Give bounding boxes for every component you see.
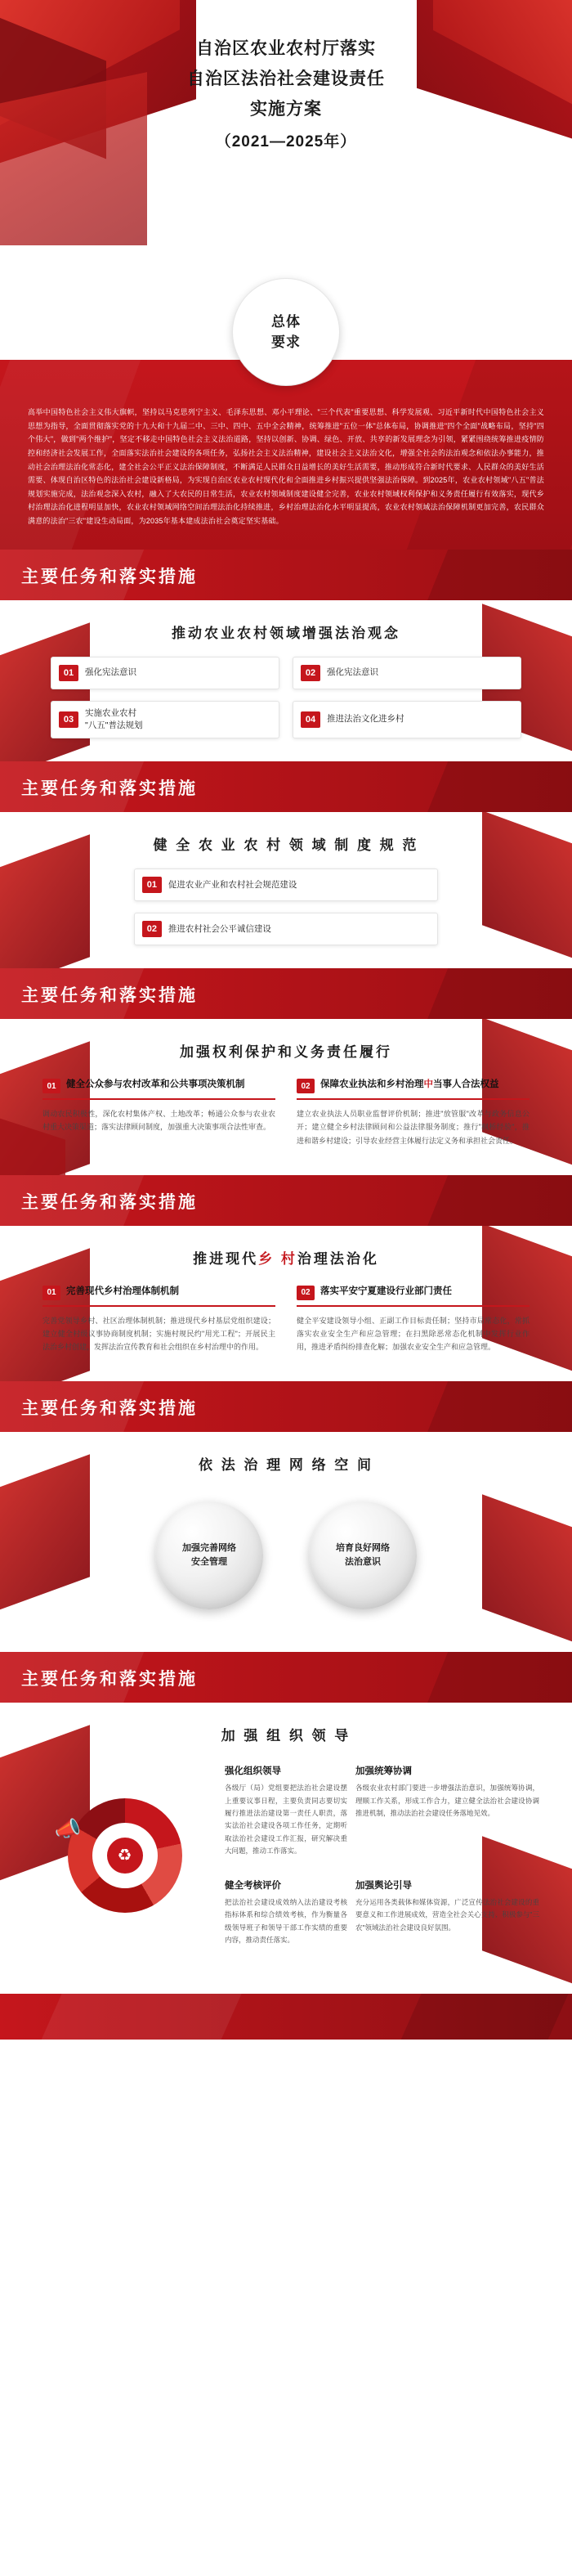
task-number: 02	[297, 1286, 315, 1300]
section-title-4-mark: 乡 村	[258, 1250, 297, 1267]
title-line-1: 自治区农业农村厅落实	[196, 39, 376, 58]
task-number: 03	[59, 711, 78, 728]
task-heading: 完善现代乡村治理体制机制	[66, 1286, 179, 1296]
leadership-heading: 加强舆论引导	[355, 1881, 412, 1892]
leadership-grid	[0, 1759, 572, 1979]
overall-requirement-text: 高举中国特色社会主义伟大旗帜，坚持以马克思列宁主义、毛泽东思想、邓小平理论、"三个代表"重要思想、科学发展观、习近平新时代中国特色社会主义思想为指导，全面贯彻落实党的十九大和十九届二中、三中、四中、五中全会精神，统筹推进"五位一体"总体布局，协调推进"四个全面"战略布局，坚持"四个伟大"，做到"两个维护"，坚定不移走中国特色社会主义法治道路，坚持以创新、协调、绿色、开放、共享的新发展理念为引领，紧紧围绕统筹推进疫情防控和经济社会发展工作，全面落实法治社会建设的各项任务，弘扬社会主义法治精神，建设社会主义法治文化，增强全社会的法治观念和依法办事能力，推动社会治理法治化常态化，建全社会公平正义法治保障制度，不断满足人民群众日益增长的美好生活需要，推动形成符合新时代要求、人民群众的美好生活需要、体现自治区特色的法治社会建设新格局，为实现自治区农业农村现代化和全面推进乡村振兴提供坚强法治保障。到2025年，农业农村领域"八五"普法规划实施完成，法治观念深入农村，融入了大农民的日常生活，农业农村领域制度建设健全完善，农业农村领域权利保护和义务责任履行有效落实，现代乡村治理法治化进程明显加快，农业农村领域网络空间治理法治化持续推进，乡村治理法治化水平明显提高，农业农村领域法治保障机制更加完善，农民群众满意的法治"三农"建设生动局面，为2035年基本建成法治社会奠定坚实基础。	[28, 408, 544, 526]
title-line-2: 自治区法治社会建设责任	[187, 69, 385, 88]
task-number: 01	[42, 1286, 60, 1300]
sphere-row	[0, 1488, 572, 1637]
section-header-4-label: 主要任务和落实措施	[21, 1192, 198, 1212]
leadership-heading: 强化组织领导	[225, 1766, 281, 1777]
section-body-4	[0, 1226, 572, 1382]
section-header-1-label: 主要任务和落实措施	[21, 567, 198, 586]
page-subtitle: （2021—2025年）	[215, 133, 357, 151]
leadership-item	[355, 1764, 539, 1857]
task-label: 推进农村社会公平诚信建设	[168, 923, 271, 934]
task-heading: 健全公众参与农村改革和公共事项决策机制	[66, 1079, 245, 1090]
task-number: 01	[42, 1079, 60, 1093]
task-heading: 落实平安宁夏建设行业部门责任	[320, 1286, 452, 1296]
task-pill-grid-2	[0, 868, 572, 954]
task-item[interactable]	[293, 657, 521, 689]
leadership-body: 各级厅（局）党组要把法治社会建设摆上重要议事日程，主要负责同志要切实履行推进法治建设第一责任人职责，落实法治社会建设各项工作任务，定期听取法治社会建设工作汇报，研究解决重大问题，推动工作落实。	[225, 1784, 347, 1855]
task-column-wrap-3	[0, 1075, 572, 1160]
task-body: 建立农业执法人员职业监督评价机制；推进"放管服"改革与政务信息公开；建立健全乡村法律顾问和公益法律服务制度；推行"枫桥经验"，推进和谐乡村建设；引导农业经营主体履行法定义务和承担社会责任。	[297, 1110, 530, 1145]
task-column	[297, 1286, 530, 1354]
task-item[interactable]	[134, 868, 438, 901]
hero-banner	[0, 0, 572, 245]
section-body-3	[0, 1019, 572, 1175]
task-label: 强化宪法意识	[85, 667, 136, 678]
task-column	[42, 1286, 275, 1354]
leadership-body: 各级农业农村部门要进一步增强法治意识，加强统筹协调，理顺工作关系，形成工作合力，建立健全法治社会建设协调推进机制，推动法治社会建设任务落地见效。	[355, 1784, 539, 1817]
task-column	[297, 1079, 530, 1147]
task-column-head	[42, 1079, 275, 1100]
task-number: 02	[297, 1079, 315, 1093]
task-column-wrap-4	[0, 1282, 572, 1367]
overall-requirement-header	[0, 245, 572, 360]
section-title-4-pre: 推进现代	[193, 1250, 259, 1267]
overall-requirement-circle	[232, 278, 340, 386]
task-column	[42, 1079, 275, 1147]
section-title-5: 依 法 治 理 网 络 空 间	[198, 1457, 374, 1474]
task-body: 健全平安建设领导小组、正副工作目标责任制；坚持市局常态化，常抓落实农业安全生产和应急管理；在扫黑除恶常态化机制中发挥行业作用，推进矛盾纠纷排查化解；加强农业安全生产和应急管理。	[297, 1316, 530, 1352]
section-header-3	[0, 968, 572, 1019]
leadership-body: 充分运用各类载体和媒体资源，广泛宣传法治社会建设的重要意义和工作进展成效，营造全社会关心支持、积极参与"三农"领域法治社会建设良好氛围。	[355, 1898, 539, 1932]
task-item[interactable]	[293, 701, 521, 738]
megaphone-icon: 📣	[54, 1815, 81, 1841]
task-column-head	[297, 1079, 530, 1100]
section-header-2	[0, 761, 572, 812]
task-number: 04	[301, 711, 320, 728]
section-body-6	[0, 1703, 572, 1994]
task-label: 促进农业产业和农村社会规范建设	[168, 879, 297, 890]
task-heading-mark: 中	[423, 1079, 433, 1090]
section-body-1	[0, 600, 572, 761]
task-heading	[320, 1079, 499, 1092]
leadership-item	[355, 1878, 539, 1946]
page-title	[0, 0, 572, 124]
task-body: 完善党领导乡村、社区治理体制机制；推进现代乡村基层党组织建设；建立健全村级议事协商制度机制；实施村规民约"用光工程"；开展民主法治乡村创建，发挥法治宣传教育和社会组织在乡村治理中的作用。	[42, 1316, 275, 1352]
task-label: 推进法治文化进乡村	[327, 714, 404, 725]
overall-circle-line-2: 要求	[271, 334, 301, 350]
section-header-6-label: 主要任务和落实措施	[21, 1670, 198, 1690]
sphere-line-1: 加强完善网络	[182, 1542, 236, 1553]
leadership-heading: 健全考核评价	[225, 1881, 281, 1892]
task-label: 强化宪法意识	[327, 667, 378, 678]
task-column-head	[42, 1286, 275, 1307]
task-item[interactable]	[134, 913, 438, 945]
task-number: 01	[59, 665, 78, 681]
section-title-6: 加 强 组 织 领 导	[221, 1728, 351, 1744]
task-number: 02	[142, 921, 162, 937]
section-body-2	[0, 812, 572, 968]
section-header-4	[0, 1175, 572, 1226]
footer-strip	[0, 1994, 572, 2040]
task-item[interactable]	[51, 657, 279, 689]
leadership-ring-chart	[54, 1798, 182, 1913]
sphere-item[interactable]	[155, 1501, 263, 1609]
task-pill-grid-1	[0, 657, 572, 747]
section-header-5	[0, 1381, 572, 1432]
sphere-label	[182, 1542, 236, 1570]
task-heading-pre: 保障农业执法和乡村治理	[320, 1079, 424, 1090]
section-header-1	[0, 550, 572, 600]
section-header-2-label: 主要任务和落实措施	[21, 779, 198, 799]
task-column-head	[297, 1286, 530, 1307]
leadership-body: 把法治社会建设成效纳入法治建设考核指标体系和综合绩效考核，作为衡量各级领导班子和领导干部工作实绩的重要内容，推动责任落实。	[225, 1898, 347, 1944]
overall-requirement-body	[0, 360, 572, 550]
sphere-item[interactable]	[309, 1501, 417, 1609]
section-header-3-label: 主要任务和落实措施	[21, 986, 198, 1006]
deco-footer-2	[389, 1994, 572, 2040]
overall-circle-line-1: 总体	[271, 313, 301, 330]
section-header-6	[0, 1652, 572, 1703]
deco-footer-1	[29, 1994, 249, 2040]
section-header-5-label: 主要任务和落实措施	[21, 1399, 198, 1419]
recycle-icon: ♻	[107, 1838, 143, 1874]
task-number: 01	[142, 877, 162, 893]
title-line-3: 实施方案	[250, 99, 322, 119]
section-body-5	[0, 1432, 572, 1652]
sphere-line-2: 安全管理	[191, 1557, 227, 1568]
task-body: 调动农民积极性，深化农村集体产权、土地改革；畅通公众参与农业农村重大决策渠道；落实法律顾问制度，加强重大决策事项合法性审查。	[42, 1110, 275, 1132]
section-title-4-post: 治理法治化	[297, 1250, 379, 1267]
task-number: 02	[301, 665, 320, 681]
leadership-heading: 加强统筹协调	[355, 1766, 412, 1777]
section-title-2: 健 全 农 业 农 村 领 域 制 度 规 范	[153, 837, 419, 854]
section-title-1: 推动农业农村领域增强法治观念	[172, 625, 400, 641]
task-item[interactable]	[51, 701, 279, 738]
task-label: 实施农业农村 "八五"普法规划	[85, 707, 143, 730]
sphere-label	[336, 1542, 390, 1570]
section-title-3: 加强权利保护和义务责任履行	[180, 1044, 392, 1061]
sphere-line-2: 法治意识	[345, 1557, 381, 1568]
task-heading-post: 当事人合法权益	[433, 1079, 499, 1090]
leadership-item	[225, 1878, 347, 1946]
sphere-line-1: 培育良好网络	[336, 1542, 390, 1553]
leadership-item	[225, 1764, 347, 1857]
